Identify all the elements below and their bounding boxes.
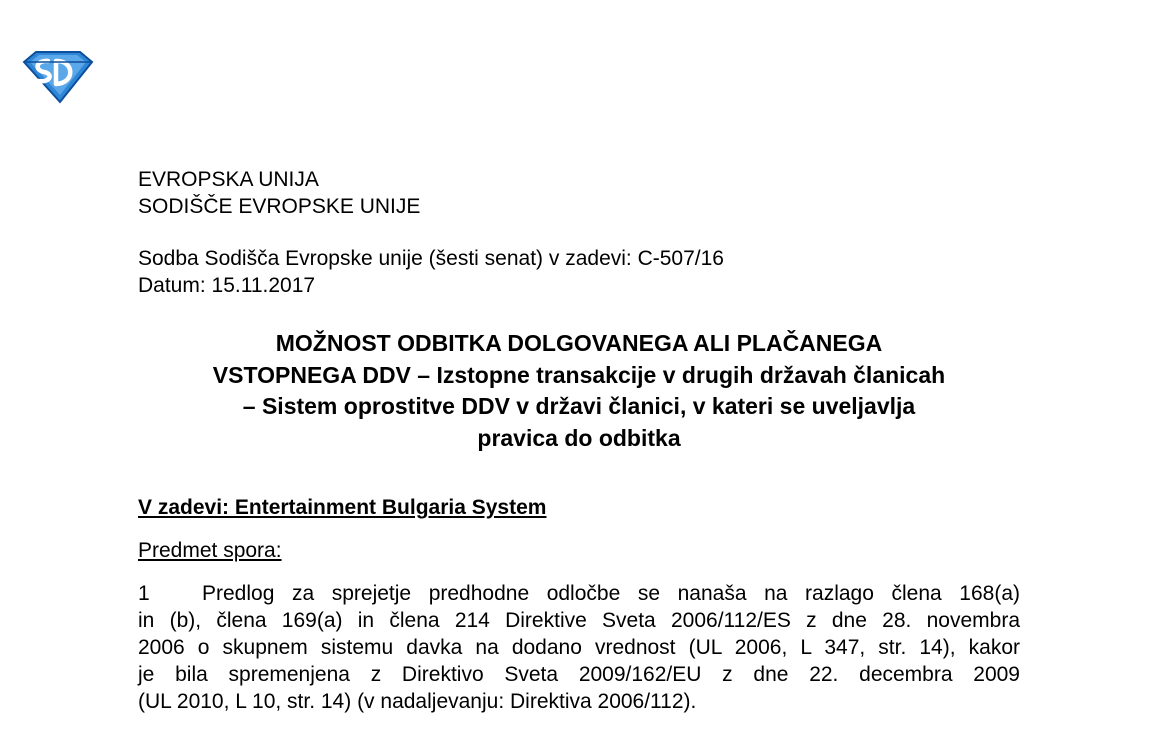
case-reference: Sodba Sodišča Evropske unije (šesti senat) v zadevi: C-507/16	[138, 247, 724, 270]
title-line-4: pravica do odbitka	[477, 424, 681, 451]
paragraph-1	[138, 580, 1020, 715]
header-union: EVROPSKA UNIJA	[138, 168, 319, 191]
title-line-1: MOŽNOST ODBITKA DOLGOVANEGA ALI PLAČANEGA	[275, 330, 883, 356]
title-line-2: VSTOPNEGA DDV – Izstopne transakcije v drugih državah članicah	[212, 361, 946, 388]
court-logo	[22, 48, 94, 104]
paragraph-line: (UL 2010, L 10, str. 14) (v nadaljevanju: Direktiva 2006/112).	[138, 690, 697, 713]
paragraph-line: je bila spremenjena z Direktivo Sveta 2009/162/EU z dne 22. decembra 2009	[138, 663, 1020, 686]
header-court: SODIŠČE EVROPSKE UNIJE	[138, 195, 421, 218]
title-line-3: – Sistem oprostitve DDV v državi članici, v kateri se uveljavlja	[242, 393, 916, 419]
case-date: Datum: 15.11.2017	[138, 274, 316, 297]
document-page	[138, 166, 1020, 715]
section-heading: Predmet spora:	[138, 539, 282, 562]
paragraph-number: 1	[138, 582, 150, 605]
document-title	[138, 328, 1020, 454]
paragraph-line: in (b), člena 169(a) in člena 214 Direktive Sveta 2006/112/ES z dne 28. novembra	[138, 609, 1020, 632]
paragraph-line-text: Predlog za sprejetje predhodne odločbe se nanaša na razlago člena 168(a)	[202, 582, 1020, 605]
paragraph-line: 2006 o skupnem sistemu davka na dodano vrednost (UL 2006, L 347, str. 14), kakor	[138, 636, 1020, 659]
case-subject: V zadevi: Entertainment Bulgaria System	[138, 496, 547, 519]
paragraph-line	[138, 580, 1020, 607]
